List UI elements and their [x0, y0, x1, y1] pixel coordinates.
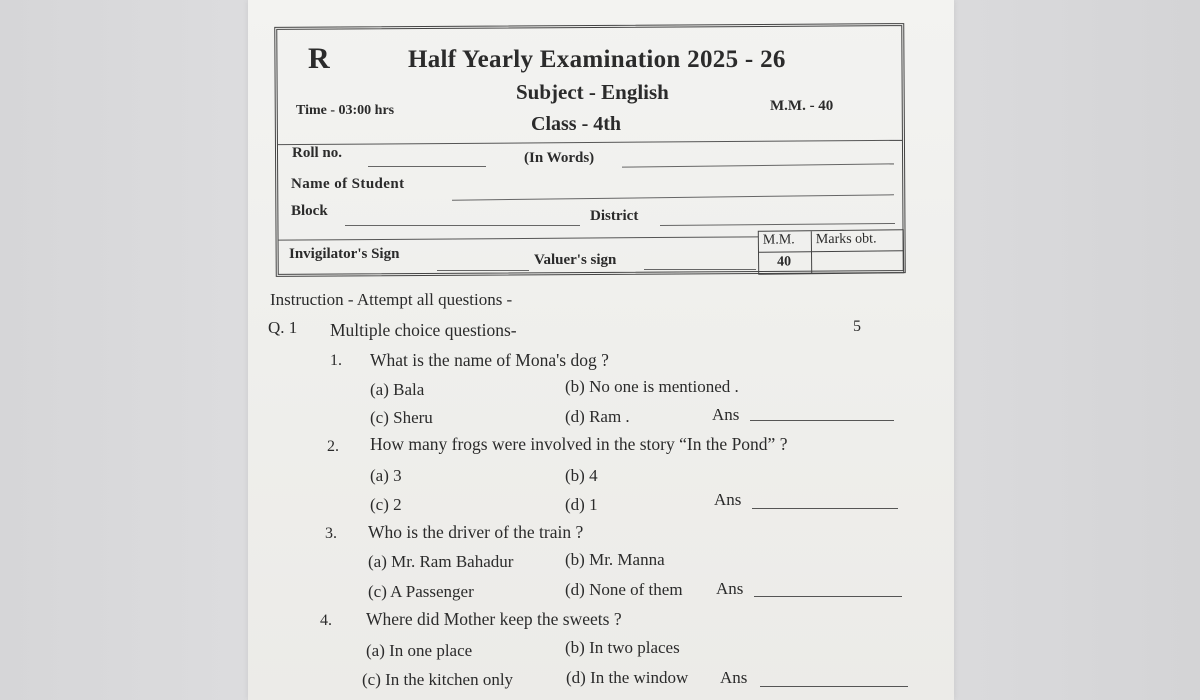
- class-line: Class - 4th: [531, 113, 622, 135]
- instruction-text: Instruction - Attempt all questions -: [270, 290, 513, 309]
- subject-line: Subject - English: [516, 80, 669, 104]
- question-4-answer-blank: [760, 686, 908, 687]
- marks-table-mm-header: M.M.: [762, 232, 795, 248]
- section-number: Q. 1: [268, 318, 298, 337]
- marks-table: [758, 229, 904, 275]
- question-4-number: 4.: [320, 612, 332, 629]
- question-1-option-d: (d) Ram .: [565, 407, 630, 426]
- section-title: Multiple choice questions-: [330, 320, 517, 340]
- question-3-option-d: (d) None of them: [565, 580, 683, 599]
- max-marks-label: M.M. - 40: [770, 98, 834, 114]
- question-2-answer-blank: [752, 508, 898, 509]
- block-label: Block: [291, 203, 328, 219]
- question-2-option-d: (d) 1: [565, 495, 598, 514]
- question-2-ans-label: Ans: [714, 490, 742, 509]
- exam-title: Half Yearly Examination 2025 - 26: [408, 46, 786, 73]
- question-4-option-b: (b) In two places: [565, 638, 680, 657]
- question-3-option-a: (a) Mr. Ram Bahadur: [368, 552, 514, 571]
- question-3-option-c: (c) A Passenger: [368, 582, 474, 601]
- question-2-option-b: (b) 4: [565, 466, 598, 485]
- question-4-option-d: (d) In the window: [566, 668, 689, 687]
- question-1-text: What is the name of Mona's dog ?: [370, 350, 609, 370]
- in-words-label: (In Words): [524, 150, 595, 166]
- student-name-label: Name of Student: [291, 176, 405, 192]
- question-1-ans-label: Ans: [712, 405, 740, 424]
- question-1-option-a: (a) Bala: [370, 380, 425, 399]
- question-4-option-a: (a) In one place: [366, 641, 473, 660]
- valuer-sign-blank: [644, 269, 756, 270]
- series-letter: R: [308, 42, 330, 75]
- valuer-sign-label: Valuer's sign: [534, 252, 617, 268]
- question-3-number: 3.: [325, 525, 337, 542]
- question-4-text: Where did Mother keep the sweets ?: [366, 609, 622, 629]
- question-2-number: 2.: [327, 438, 339, 455]
- time-label: Time - 03:00 hrs: [296, 103, 395, 118]
- question-3-answer-blank: [754, 596, 902, 597]
- marks-table-mm-value: 40: [777, 254, 792, 270]
- question-2-option-a: (a) 3: [370, 466, 402, 485]
- invigilator-sign-blank: [437, 270, 529, 271]
- question-3-option-b: (b) Mr. Manna: [565, 550, 665, 569]
- question-4-option-c: (c) In the kitchen only: [362, 670, 514, 689]
- question-4-ans-label: Ans: [720, 668, 748, 687]
- question-1-option-c: (c) Sheru: [370, 408, 433, 427]
- section-marks: 5: [853, 318, 861, 335]
- block-blank: [345, 225, 580, 226]
- question-2-text: How many frogs were involved in the story “In the Pond” ?: [370, 434, 788, 454]
- question-2-option-c: (c) 2: [370, 495, 402, 514]
- roll-no-label: Roll no.: [292, 145, 343, 161]
- question-1-answer-blank: [750, 420, 894, 421]
- district-label: District: [590, 208, 639, 224]
- marks-table-obt-header: Marks obt.: [815, 231, 877, 248]
- invigilator-sign-label: Invigilator's Sign: [289, 246, 400, 262]
- question-3-ans-label: Ans: [716, 579, 744, 598]
- roll-no-blank: [368, 166, 486, 167]
- question-3-text: Who is the driver of the train ?: [368, 522, 584, 542]
- marks-table-row-divider: [759, 250, 903, 253]
- question-1-number: 1.: [330, 352, 342, 369]
- question-1-option-b: (b) No one is mentioned .: [565, 377, 739, 396]
